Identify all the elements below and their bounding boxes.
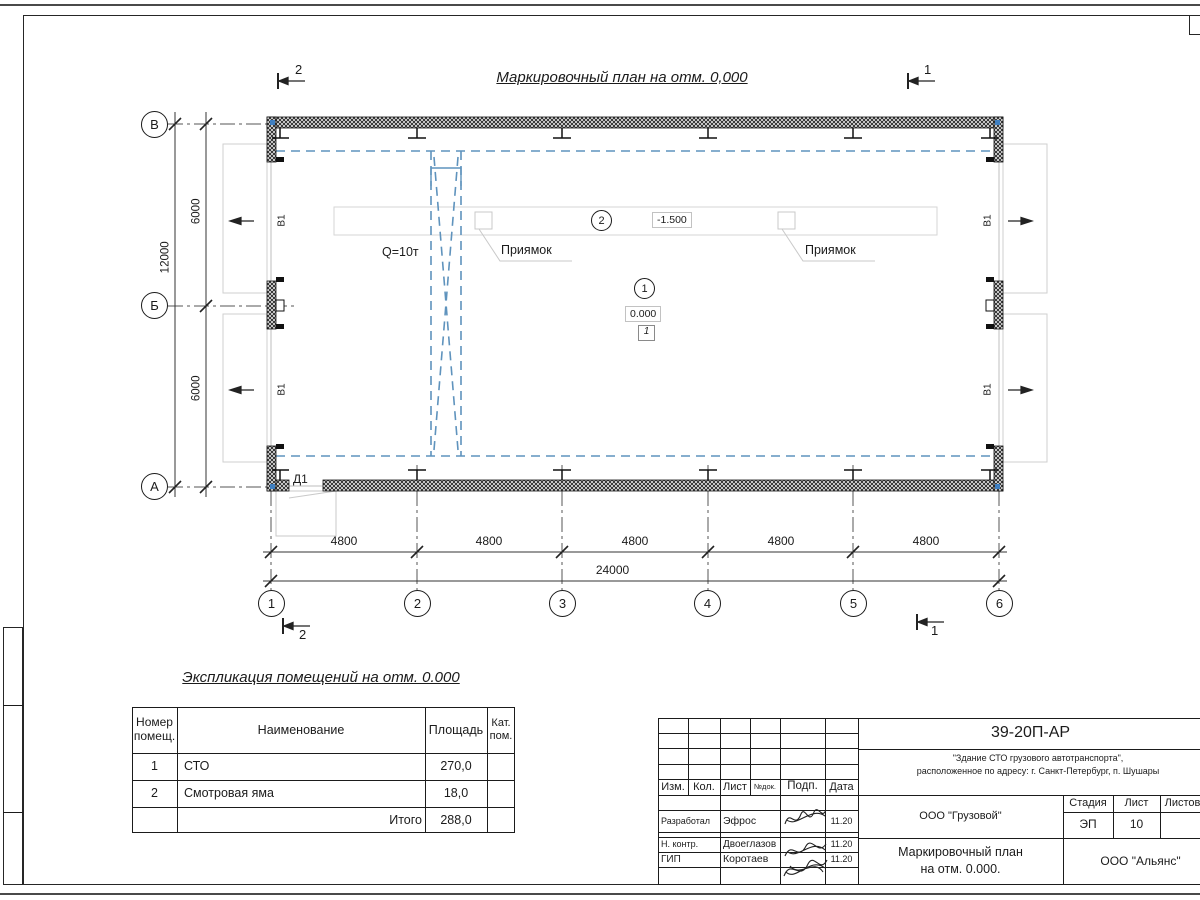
schedule-header-num: Номер помещ. [133,715,176,743]
axis-circle-col [549,590,576,617]
dimension-text: 4800 [621,534,649,548]
wall-end-tabs [276,157,994,449]
dimension-text: 4800 [767,534,795,548]
axis-circle-col [840,590,867,617]
left-margin-stamp [3,627,23,885]
paper-bottom-edge [0,893,1200,895]
room-mark-circle [591,210,612,231]
axis-circle-col [404,590,431,617]
stage-value: ЭП [1079,817,1097,832]
staff-role: ГИП [661,853,681,865]
dimension-lines [175,112,1007,581]
dimension-text: 6000 [190,198,203,225]
schedule-total-label: Итого [389,812,422,827]
floor-type-box: 1 [638,325,655,341]
axis-circle-row [141,473,168,500]
pit-label: Приямок [501,243,552,257]
dimension-text: 12000 [159,241,172,274]
section-number: 1 [931,623,939,638]
schedule-cell-name: СТО [184,759,210,774]
schedule-cell-num: 2 [151,786,158,801]
gate-label: В1 [982,214,994,227]
rev-header: Изм. [661,780,685,793]
company-name: ООО "Альянс" [1100,853,1181,868]
title-block-line [658,764,858,765]
signatures [781,800,829,884]
rev-header: Подп. [787,780,818,793]
plan-title: Маркировочный план на отм. 0,000 [496,69,748,86]
staff-name: Коротаев [723,853,769,866]
staff-date: 11.20 [830,854,853,865]
axis-letter: А [150,479,159,494]
title-block-line [858,749,1200,750]
dimension-ticks [169,118,1005,587]
drawing-title-line2: на отм. 0.000. [920,862,1001,877]
crane-zone-dashed [276,151,994,456]
sheet-value: 10 [1129,817,1144,832]
rev-header: №док. [754,781,776,791]
axis-number: 1 [267,596,276,611]
pit-level-box: -1.500 [652,212,692,228]
inspection-pit-outline [334,207,937,235]
left-margin-divider [3,705,23,706]
room-number: 2 [598,214,605,227]
door-label: Д1 [293,472,308,486]
client-name: ООО "Грузовой" [919,810,1002,823]
schedule-header-cat: Кат. пом. [489,717,513,742]
pit-label: Приямок [805,243,856,257]
rev-header: Дата [829,780,854,793]
room-number: 1 [641,282,648,295]
staff-role: Н. контр. [661,839,699,850]
title-block-line [658,795,858,796]
crane-capacity-label: Q=10т [382,245,419,259]
column-symbols [272,128,998,480]
schedule-cell-num: 1 [151,759,158,774]
axis-circle-col [694,590,721,617]
staff-date: 11.20 [830,815,853,826]
object-name-line2: расположенное по адресу: г. Санкт-Петербург, п. Шушары [916,766,1160,777]
schedule-title: Экспликация помещений на отм. 0.000 [182,669,460,686]
schedule-header-name: Наименование [257,722,345,737]
floor-level-box: 0.000 [625,306,661,322]
door-leaf-outline [276,491,336,536]
axis-letter: Б [150,298,159,313]
rev-header: Лист [723,780,747,793]
section-number: 2 [299,627,307,642]
corner-downpipe-marks [270,120,1000,489]
title-block-line [658,733,858,734]
section-number: 2 [295,62,303,77]
walls-hatched [267,117,1003,491]
room-mark-circle [634,278,655,299]
gate-label: В1 [982,383,994,396]
axis-number: 4 [703,596,712,611]
axis-circle-row [141,111,168,138]
staff-name: Двоеглазов [723,838,777,850]
apron-outlines [223,144,1047,462]
staff-date: 11.20 [830,839,853,850]
axis-circle-col [986,590,1013,617]
schedule-total-area: 288,0 [440,812,472,827]
left-margin-divider [3,812,23,813]
object-name-line1: "Здание СТО грузового автотранспорта", [952,753,1124,764]
axis-number: 2 [413,596,422,611]
schedule-cell-area: 270,0 [440,759,472,774]
axis-letter: В [150,117,159,132]
drawing-title-line1: Маркировочный план [898,845,1023,860]
axis-circle-row [141,292,168,319]
staff-role: Разработал [661,815,710,826]
sheets-header: Листов [1164,797,1200,810]
axis-number: 3 [558,596,567,611]
axis-lines [168,124,999,590]
axis-circle-col [258,590,285,617]
dimension-text: 4800 [912,534,940,548]
dimension-text: 4800 [475,534,503,548]
section-cut-marks [278,73,944,634]
title-block-line [658,748,858,749]
section-number: 1 [924,62,932,77]
schedule-header-area: Площадь [428,722,484,737]
gate-opening-lines [271,162,999,486]
gate-label: В1 [276,383,288,396]
dimension-text: 24000 [595,563,630,577]
gate-label: В1 [276,214,288,227]
rev-header: Кол. [693,780,715,793]
doc-number: 39-20П-АР [990,724,1071,742]
axis-number: 5 [849,596,858,611]
dimension-text: 6000 [190,375,203,402]
staff-name: Эфрос [723,814,757,827]
sheet-header: Лист [1124,797,1149,810]
schedule-cell-name: Смотровая яма [184,786,274,801]
title-block-line [720,718,721,885]
dimension-text: 4800 [330,534,358,548]
axis-number: 6 [995,596,1004,611]
stage-header: Стадия [1069,797,1107,810]
schedule-cell-area: 18,0 [443,786,469,801]
